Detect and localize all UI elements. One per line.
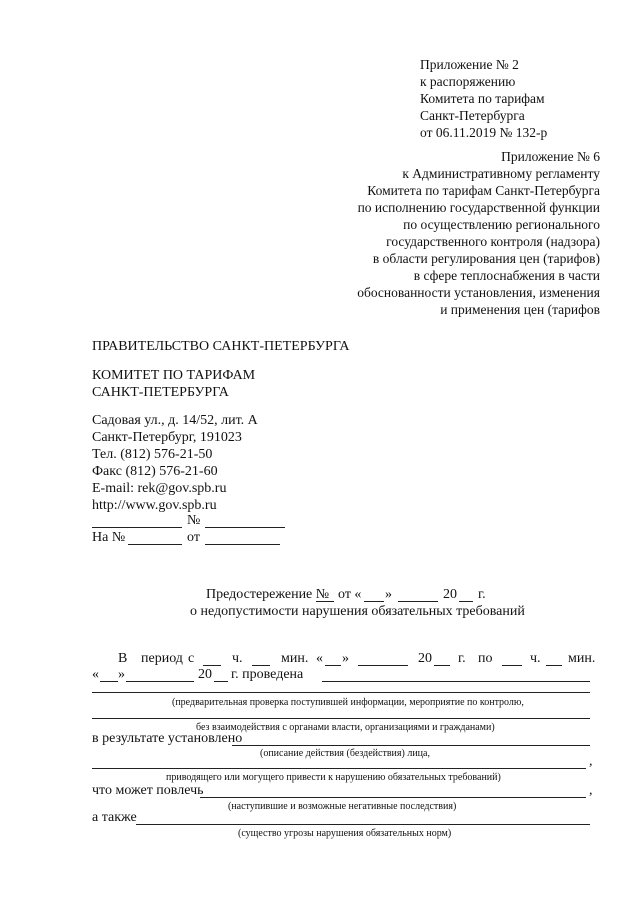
may-lead-line xyxy=(200,797,586,798)
period-from: с xyxy=(188,651,195,666)
period-start-hour-line xyxy=(203,665,221,666)
ref-number-line xyxy=(128,544,182,545)
conducted-line xyxy=(322,681,590,682)
committee-line: КОМИТЕТ ПО ТАРИФАМ xyxy=(92,368,256,383)
website: http://www.gov.spb.ru xyxy=(92,498,217,513)
warning-number-line xyxy=(316,601,334,602)
address-line: Санкт-Петербург, 191023 xyxy=(92,430,242,445)
ref-from-label: от xyxy=(187,530,200,545)
government-name: ПРАВИТЕЛЬСТВО САНКТ-ПЕТЕРБУРГА xyxy=(92,339,350,354)
period-end-min-line xyxy=(546,665,562,666)
period-end-day-line xyxy=(100,681,118,682)
period-end-year-line xyxy=(214,681,228,682)
annex-6-line: в сфере теплоснабжения в части xyxy=(413,268,600,283)
caption-consequences: (наступившие и возможные негативные последствия) xyxy=(228,801,457,812)
fill-line-3 xyxy=(92,768,586,769)
annex-6-line: Приложение № 6 xyxy=(501,149,600,164)
period-label: период xyxy=(141,651,183,666)
annex-6-line: государственного контроля (надзора) xyxy=(386,234,600,249)
caption-threat: (существо угрозы нарушения обязательных норм) xyxy=(238,828,452,839)
annex-6-line: по исполнению государственной функции xyxy=(357,200,600,215)
warning-year-prefix: 20 xyxy=(443,587,457,602)
annex-2-line: к распоряжению xyxy=(420,74,516,89)
annex-2-line: Приложение № 2 xyxy=(420,57,519,72)
ref-date-line xyxy=(205,544,280,545)
annex-6-line: и применения цен (тарифов xyxy=(440,302,600,317)
warning-year-suffix: г. xyxy=(478,587,486,602)
period-quote-close: » xyxy=(342,651,349,666)
period-in: В xyxy=(118,651,128,666)
established-label: в результате установлено xyxy=(92,731,243,746)
warning-subtitle: о недопустимости нарушения обязательных требований xyxy=(190,604,525,619)
period-year-prefix: 20 xyxy=(418,651,432,666)
warning-quote-close: » xyxy=(385,587,392,602)
period-quote-open: « xyxy=(316,651,323,666)
warning-day-line xyxy=(364,601,384,602)
annex-6-line: Комитета по тарифам Санкт-Петербурга xyxy=(367,183,600,198)
period-end-month-line xyxy=(126,681,194,682)
comma-2: , xyxy=(589,783,593,798)
annex-6-line: в области регулирования цен (тарифов) xyxy=(372,251,600,266)
address-line: Садовая ул., д. 14/52, лит. А xyxy=(92,413,258,428)
ref-number-label: На № xyxy=(92,530,126,545)
phone: Тел. (812) 576-21-50 xyxy=(92,447,213,462)
period-start-min-line xyxy=(252,665,270,666)
reg-date-line xyxy=(92,527,182,528)
period-end-hours-label: ч. xyxy=(530,651,541,666)
annex-6-line: обоснованности установления, изменения xyxy=(357,285,600,300)
caption-violation: приводящего или могущего привести к нарушению обязательных требований) xyxy=(166,772,501,783)
period-row2-quote-open: « xyxy=(92,667,99,682)
committee-name xyxy=(92,367,255,401)
annex-2-line: Комитета по тарифам xyxy=(420,91,545,106)
period-start-year-line xyxy=(434,665,450,666)
period-row2-tail: г. проведена xyxy=(231,667,304,682)
reg-number-line xyxy=(205,527,285,528)
warning-title-prefix: Предостережение № xyxy=(206,587,330,602)
comma-1: , xyxy=(589,754,593,769)
period-start-month-line xyxy=(358,665,408,666)
caption-action: (описание действия (бездействия) лица, xyxy=(260,748,430,759)
annex-2-line: от 06.11.2019 № 132-р xyxy=(420,125,548,140)
annex-2-line: Санкт-Петербурга xyxy=(420,108,525,123)
also-label: а также xyxy=(92,810,137,825)
period-end-min-label: мин. xyxy=(568,651,596,666)
may-lead-label: что может повлечь xyxy=(92,783,204,798)
warning-year-line xyxy=(459,601,473,602)
period-row2-quote-close: » xyxy=(118,667,125,682)
period-row2-year-prefix: 20 xyxy=(198,667,212,682)
committee-line: САНКТ-ПЕТЕРБУРГА xyxy=(92,385,229,400)
period-start-day-line xyxy=(325,665,341,666)
period-min-label: мин. xyxy=(281,651,309,666)
caption-interaction: без взаимодействия с органами власти, организациями и гражданами) xyxy=(196,722,495,733)
reg-number-sign: № xyxy=(187,513,201,528)
fill-line-1 xyxy=(92,692,590,693)
warning-month-line xyxy=(398,601,438,602)
annex-6-line: по осуществлению регионального xyxy=(403,217,600,232)
warning-from: от « xyxy=(338,587,362,602)
annex-6-block xyxy=(330,148,600,318)
period-hours-label: ч. xyxy=(232,651,243,666)
period-end-hour-line xyxy=(502,665,522,666)
established-line xyxy=(232,745,590,746)
fax: Факс (812) 576-21-60 xyxy=(92,464,218,479)
email: E-mail: rek@gov.spb.ru xyxy=(92,481,227,496)
caption-check-type: (предварительная проверка поступившей информации, мероприятие по контролю, xyxy=(172,697,524,708)
annex-2-block xyxy=(420,56,620,141)
annex-6-line: к Административному регламенту xyxy=(402,166,600,181)
address-block xyxy=(92,412,258,514)
period-to: по xyxy=(478,651,493,666)
also-line xyxy=(136,824,590,825)
period-year-suffix: г. xyxy=(458,651,466,666)
fill-line-2 xyxy=(92,718,590,719)
